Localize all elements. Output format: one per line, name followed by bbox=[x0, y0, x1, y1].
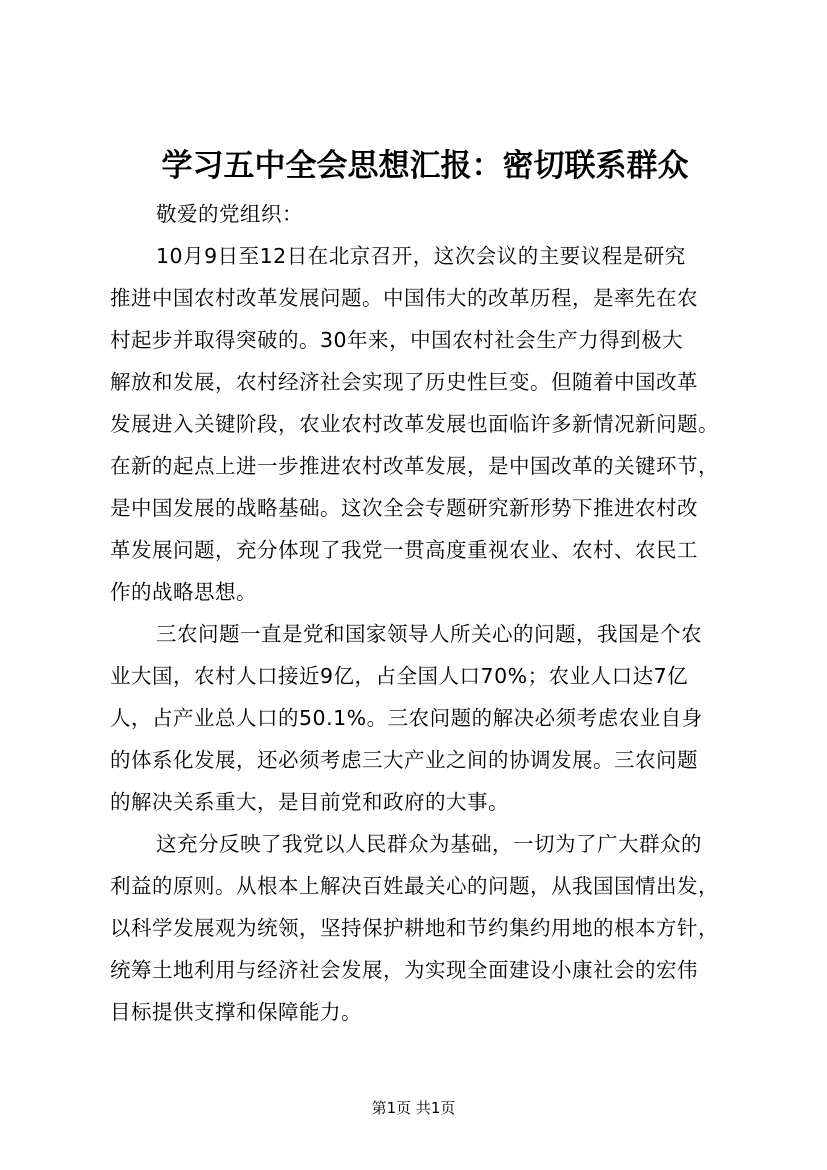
paragraph-line: 业大国，农村人口接近9亿，占全国人口70%；农业人口达7亿 bbox=[110, 664, 689, 688]
paragraph-line: 的体系化发展，还必须考虑三大产业之间的协调发展。三农问题 bbox=[110, 748, 698, 772]
salutation: 敬爱的党组织： bbox=[156, 202, 303, 226]
page-title: 学习五中全会思想汇报：密切联系群众 bbox=[161, 148, 689, 184]
paragraph-line: 人，占产业总人口的50.1%。三农问题的解决必须考虑农业自身 bbox=[110, 706, 703, 730]
paragraph-line: 作的战略思想。 bbox=[110, 580, 257, 604]
paragraph-line: 10月9日至12日在北京召开，这次会议的主要议程是研究 bbox=[156, 244, 686, 268]
paragraph-line: 利益的原则。从根本上解决百姓最关心的问题，从我国国情出发， bbox=[110, 874, 719, 898]
paragraph-line: 革发展问题，充分体现了我党一贯高度重视农业、农村、农民工 bbox=[110, 538, 698, 562]
paragraph-line: 发展进入关键阶段，农业农村改革发展也面临许多新情况新问题。 bbox=[110, 412, 719, 436]
paragraph-line: 村起步并取得突破的。30年来，中国农村社会生产力得到极大 bbox=[110, 328, 684, 352]
paragraph-line: 是中国发展的战略基础。这次全会专题研究新形势下推进农村改 bbox=[110, 496, 698, 520]
paragraph-line: 目标提供支撑和保障能力。 bbox=[110, 1000, 362, 1024]
page-number-footer: 第1页 共1页 bbox=[371, 1099, 456, 1117]
paragraph-line: 以科学发展观为统领，坚持保护耕地和节约集约用地的根本方针， bbox=[110, 916, 719, 940]
paragraph-line: 三农问题一直是党和国家领导人所关心的问题，我国是个农 bbox=[156, 622, 702, 646]
paragraph-line: 在新的起点上进一步推进农村改革发展，是中国改革的关键环节， bbox=[110, 454, 719, 478]
paragraph-line: 统筹土地利用与经济社会发展，为实现全面建设小康社会的宏伟 bbox=[110, 958, 698, 982]
paragraph-line: 的解决关系重大，是目前党和政府的大事。 bbox=[110, 790, 509, 814]
paragraph-line: 解放和发展，农村经济社会实现了历史性巨变。但随着中国改革 bbox=[110, 370, 698, 394]
paragraph-line: 这充分反映了我党以人民群众为基础，一切为了广大群众的 bbox=[156, 832, 702, 856]
paragraph-line: 推进中国农村改革发展问题。中国伟大的改革历程，是率先在农 bbox=[110, 286, 698, 310]
